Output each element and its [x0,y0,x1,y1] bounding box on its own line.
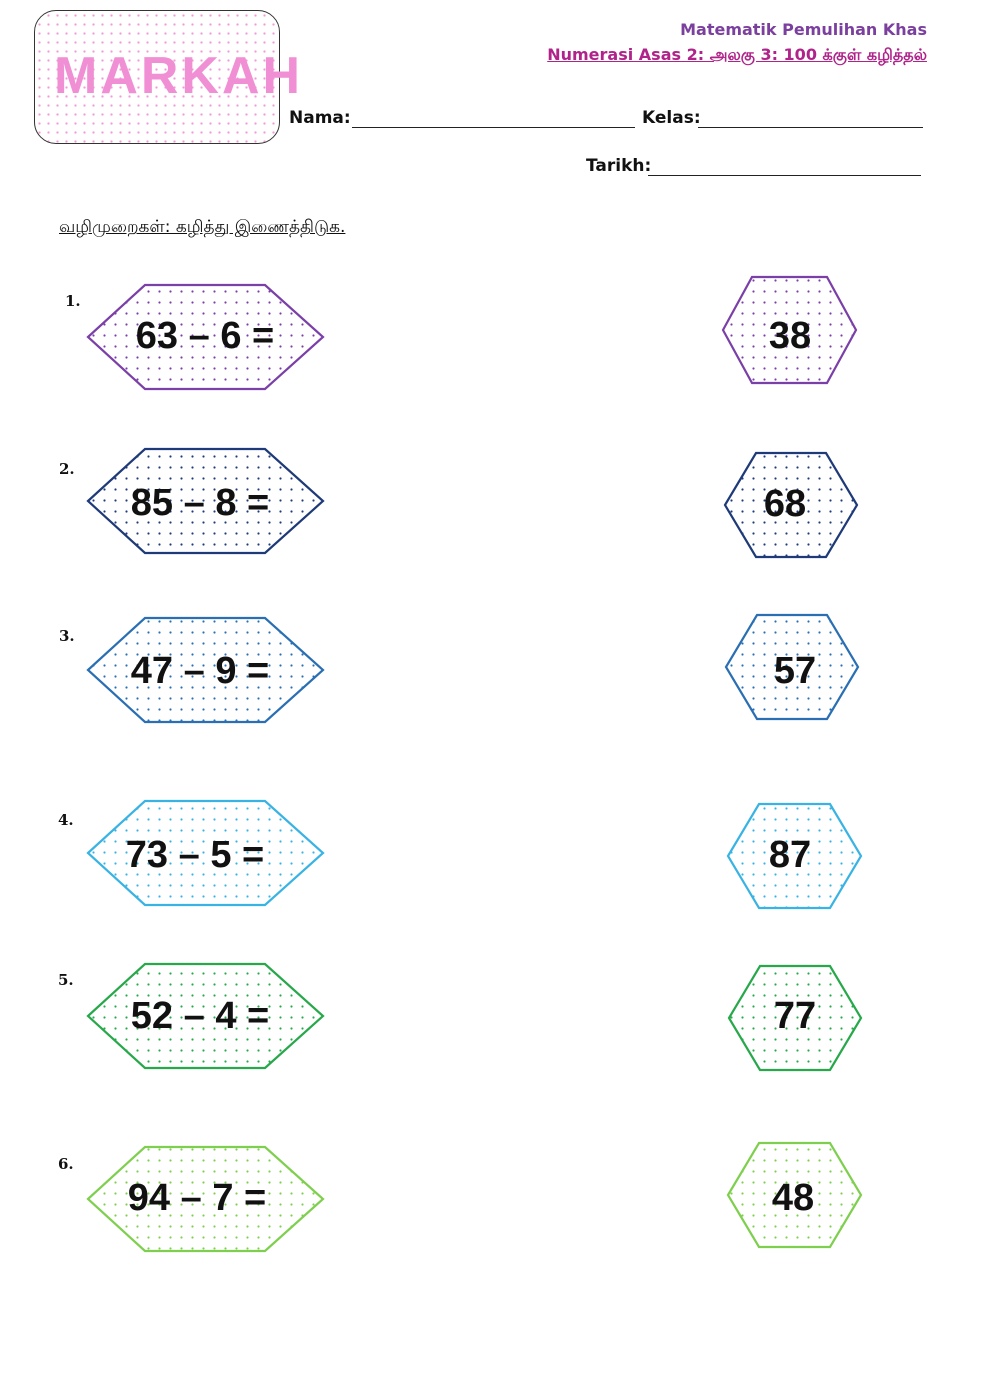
question-expression: 63 – 6 = [135,315,275,357]
question-expression: 47 – 9 = [130,650,270,692]
question-number: 5. [58,971,74,989]
name-label: Nama: [289,108,351,128]
answer-value: 48 [771,1177,815,1219]
question-number: 6. [58,1155,74,1173]
topic-title: Numerasi Asas 2: அலகு 3: 100 க்குள் கழித்தல் [547,45,927,64]
question-number: 3. [59,627,75,645]
question-expression: 73 – 5 = [125,834,265,876]
instruction: வழிமுறைகள்: கழித்து இணைத்திடுக. [59,217,346,237]
answer-value: 57 [773,650,817,692]
answer-value: 77 [773,995,817,1037]
question-expression: 85 – 8 = [130,482,270,524]
subject-title: Matematik Pemulihan Khas [680,20,927,39]
question-number: 4. [58,811,74,829]
answer-value: 87 [768,834,812,876]
question-expression: 52 – 4 = [130,995,270,1037]
class-label: Kelas: [642,108,701,128]
question-number: 2. [59,460,75,478]
question-number: 1. [65,292,81,310]
answer-value: 38 [768,315,812,357]
date-label: Tarikh: [586,156,652,176]
question-expression: 94 – 7 = [127,1177,267,1219]
score-box-label: MARKAH [54,47,304,105]
answer-value: 68 [763,483,807,525]
